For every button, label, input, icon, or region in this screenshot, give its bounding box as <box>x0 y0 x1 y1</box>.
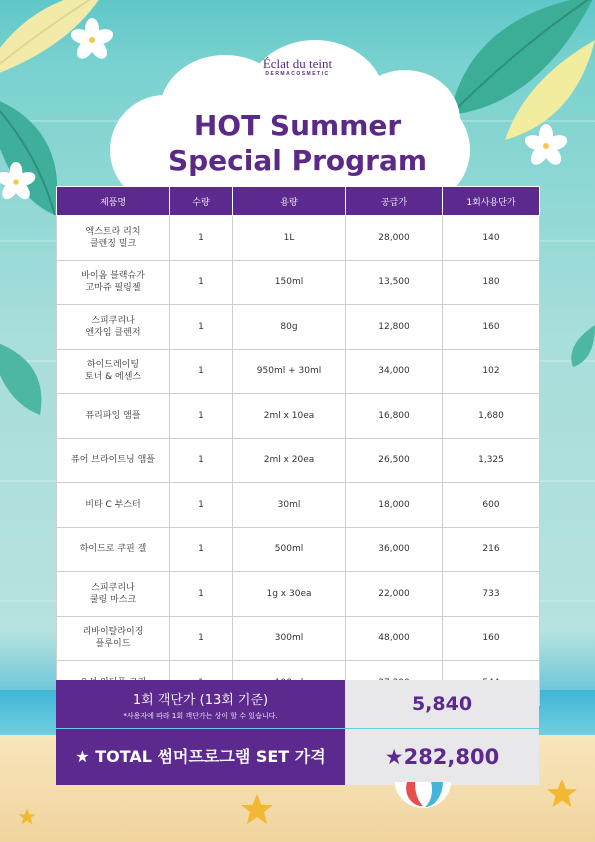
table-header-row <box>57 187 540 216</box>
starfish-icon <box>240 793 274 827</box>
volume-cell: 80g <box>233 305 346 350</box>
quantity-cell: 1 <box>170 572 233 617</box>
table-row <box>57 438 540 483</box>
monstera-leaf-right <box>565 325 595 370</box>
unit-cost-cell: 1,680 <box>443 394 540 439</box>
volume-cell: 950ml + 30ml <box>233 349 346 394</box>
product-name-cell: 퓨어 브라이트닝 앰플 <box>57 438 170 483</box>
product-name-cell: 엑스트라 리치 클렌징 밀크 <box>57 216 170 261</box>
table-row <box>57 394 540 439</box>
product-name-cell: 하이드레이팅 토너 & 에센스 <box>57 349 170 394</box>
quantity-cell: 1 <box>170 527 233 572</box>
table-row <box>57 572 540 617</box>
unit-cost-cell: 600 <box>443 483 540 528</box>
per-use-cost-note: *사용자에 따라 1회 객단가는 상이 할 수 있습니다. <box>123 712 278 720</box>
price-cell: 13,500 <box>346 260 443 305</box>
title-line-2: Special Program <box>167 144 428 177</box>
volume-cell: 2ml x 10ea <box>233 394 346 439</box>
price-cell: 28,000 <box>346 216 443 261</box>
header-product-name: 제품명 <box>57 187 170 216</box>
quantity-cell: 1 <box>170 260 233 305</box>
title-line-1: HOT Summer <box>193 109 402 142</box>
quantity-cell: 1 <box>170 483 233 528</box>
price-cell: 16,800 <box>346 394 443 439</box>
starfish-icon <box>546 778 578 810</box>
product-name-cell: 바이옴 블랙슈가 고마쥬 필링젤 <box>57 260 170 305</box>
quantity-cell: 1 <box>170 349 233 394</box>
price-cell: 22,000 <box>346 572 443 617</box>
quantity-cell: 1 <box>170 616 233 661</box>
product-name-cell: 퓨리파잉 앰플 <box>57 394 170 439</box>
unit-cost-cell: 102 <box>443 349 540 394</box>
table-row <box>57 527 540 572</box>
product-name-cell: 하이드로 쿠핀 겔 <box>57 527 170 572</box>
volume-cell: 500ml <box>233 527 346 572</box>
product-name-cell: 스피쿠리나 엔자임 클렌저 <box>57 305 170 350</box>
product-table <box>56 186 540 706</box>
quantity-cell: 1 <box>170 305 233 350</box>
header-unit-cost: 1회사용단가 <box>443 187 540 216</box>
brand-subtitle: DERMACOSMETIC <box>265 71 330 77</box>
unit-cost-cell: 733 <box>443 572 540 617</box>
table-row <box>57 305 540 350</box>
volume-cell: 1L <box>233 216 346 261</box>
per-use-cost-value: 5,840 <box>345 680 539 728</box>
brand-name: Éclat du teint <box>262 56 333 71</box>
quantity-cell: 1 <box>170 394 233 439</box>
price-cell: 12,800 <box>346 305 443 350</box>
quantity-cell: 1 <box>170 216 233 261</box>
price-cell: 48,000 <box>346 616 443 661</box>
volume-cell: 1g x 30ea <box>233 572 346 617</box>
total-price-label: ★ TOTAL 썸머프로그램 SET 가격 <box>56 729 345 785</box>
volume-cell: 2ml x 20ea <box>233 438 346 483</box>
page-title <box>0 108 595 178</box>
per-use-cost-label: 1회 객단가 (13회 기준) <box>132 693 269 708</box>
price-cell: 36,000 <box>346 527 443 572</box>
header-volume: 용량 <box>233 187 346 216</box>
product-name-cell: 비타 C 부스터 <box>57 483 170 528</box>
starfish-icon <box>18 808 36 826</box>
price-cell: 34,000 <box>346 349 443 394</box>
total-price-row <box>56 729 539 785</box>
unit-cost-cell: 180 <box>443 260 540 305</box>
beach-ball-icon <box>395 782 451 808</box>
unit-cost-cell: 160 <box>443 305 540 350</box>
table-row <box>57 216 540 261</box>
unit-cost-cell: 140 <box>443 216 540 261</box>
unit-cost-cell: 1,325 <box>443 438 540 483</box>
table-row <box>57 483 540 528</box>
product-name-cell: 리바이탈라이징 플루이드 <box>57 616 170 661</box>
brand-logo <box>0 56 595 77</box>
unit-cost-cell: 216 <box>443 527 540 572</box>
monstera-leaf-left <box>0 340 50 420</box>
price-cell: 18,000 <box>346 483 443 528</box>
quantity-cell: 1 <box>170 438 233 483</box>
header-price: 공급가 <box>346 187 443 216</box>
unit-cost-cell: 160 <box>443 616 540 661</box>
product-name-cell: 스피쿠리나 쿨링 마스크 <box>57 572 170 617</box>
price-cell: 26,500 <box>346 438 443 483</box>
total-price-value: ★282,800 <box>345 729 539 785</box>
table-row <box>57 349 540 394</box>
volume-cell: 150ml <box>233 260 346 305</box>
per-use-cost-row <box>56 680 539 728</box>
volume-cell: 300ml <box>233 616 346 661</box>
table-row <box>57 616 540 661</box>
header-quantity: 수량 <box>170 187 233 216</box>
table-row <box>57 260 540 305</box>
per-use-cost-label-cell <box>56 680 345 728</box>
volume-cell: 30ml <box>233 483 346 528</box>
